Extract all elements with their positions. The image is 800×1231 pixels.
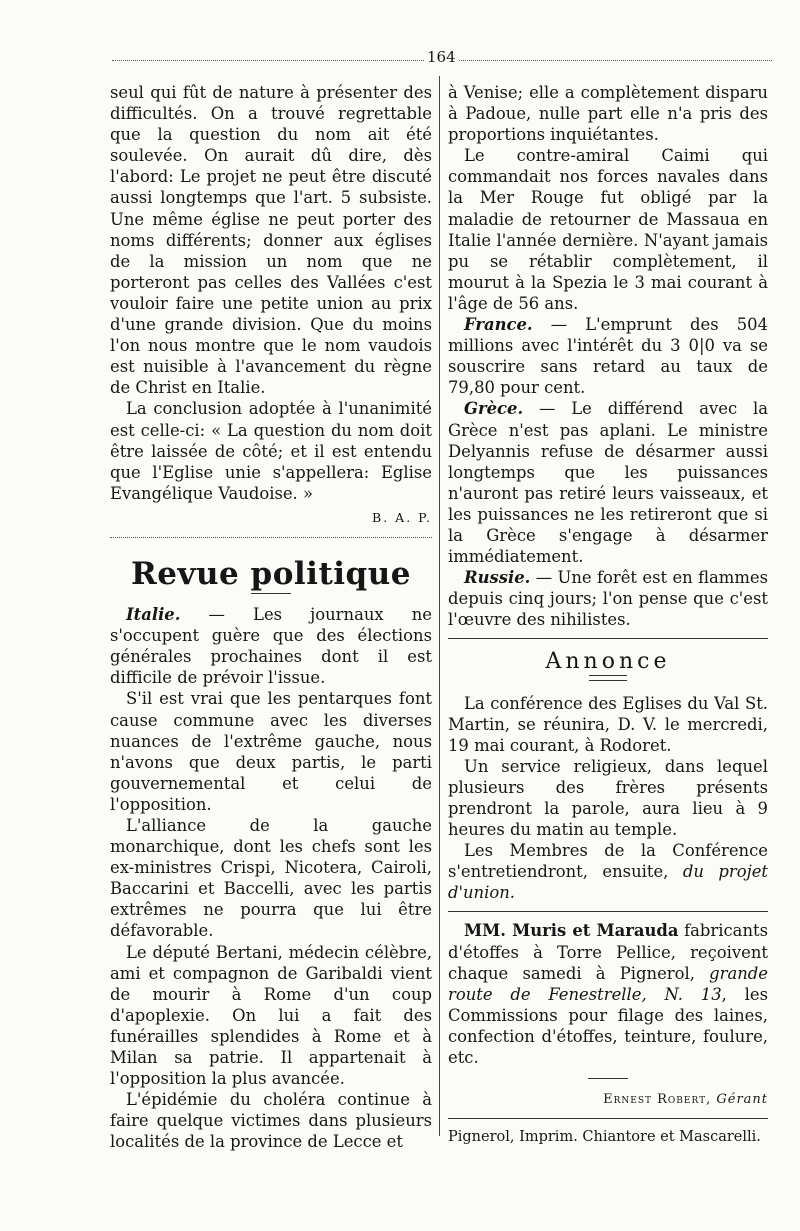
paragraph-alliance: L'alliance de la gauche monarchique, dont les chefs sont les ex-ministres Crispi, Nicotera, Cairoli, Baccarini et Baccelli, avec les partis extrêmes ne pourra que lui être défavorable. (110, 816, 432, 941)
paragraph-membres: Les Membres de la Conférence s'entretiendront, ensuite, du projet d'union. (448, 841, 768, 903)
section-separator (448, 911, 768, 912)
paragraph-cholera: L'épidémie du choléra continue à faire quelque victimes dans plusieurs localités de la province de Lecce et (110, 1090, 432, 1152)
paragraph-venise: à Venise; elle a complètement disparu à Padoue, nulle part elle n'a pris des proportions inquiétantes. (448, 83, 768, 145)
printer-line: Pignerol, Imprim. Chiantore et Mascarelli. (448, 1129, 761, 1146)
paragraph-bertani: Le député Bertani, médecin célèbre, ami et compagnon de Garibaldi vient de mourir à Rome d'un coup d'apoplexie. On lui a fait des funérailles splendides à Rome et à Milan sa patrie. Il appartenait à l'opposition la plus avancée. (110, 942, 432, 1089)
paragraph-italie: Italie. — Les journaux ne s'occupent guère que des élections générales prochaines dont il est difficile de prévoir l'issue. (110, 605, 432, 688)
section-title-revue-politique: Revue politique (131, 555, 411, 592)
paragraph-france: France. — L'emprunt des 504 millions avec l'intérêt du 3 0|0 va se souscrire sans retard au taux de 79,80 pour cent. (448, 315, 768, 398)
right-column (448, 82, 768, 1148)
footer-rule (588, 1078, 628, 1079)
printer-separator (448, 1118, 768, 1119)
article-signature: B. A. P. (372, 509, 432, 525)
merchant-name: MM. Muris et Marauda (464, 921, 679, 941)
title-rule (251, 593, 291, 594)
paragraph-caimi: Le contre-amiral Caimi qui commandait nos forces navales dans la Mer Rouge fut obligé par la maladie de retourner de Massaua en Italie l'année dernière. N'ayant jamais pu se rétablir complètement, il mourut à la Spezia le 3 mai courant à l'âge de 56 ans. (448, 146, 768, 313)
section-title-annonce: Annonce (545, 649, 671, 675)
section-separator (110, 537, 432, 538)
paragraph-pentarques: S'il est vrai que les pentarques font cause commune avec les diverses nuances de l'extrême gauche, nous n'avons que deux partis, le parti gouvernemental et celui de l'opposition. (110, 689, 432, 814)
paragraph-conference: La conférence des Eglises du Val St. Martin, se réunira, D. V. le mercredi, 19 mai courant, à Rodoret. (448, 693, 768, 755)
rubric-grece: Grèce. (464, 399, 524, 419)
rubric-russie: Russie. (464, 568, 531, 588)
paragraph-service: Un service religieux, dans lequel plusieurs des frères présents prendront la parole, aura lieu à 9 heures du matin au temple. (448, 756, 768, 840)
article-continuation: seul qui fût de nature à présenter des difficultés. On a trouvé regrettable que la question du nom ait été soulevée. On aurait dû dire, dès l'abord: Le projet ne peut être discuté aussi longtemps que l'art. 5 subsiste. Une même église ne peut porter des noms différents; donner aux églises de la mission un nom que ne porteront pas celles des Vallées c'est vouloir faire une petite union au prix d'une grande division. Que du moins l'on nous montre que le nom vaudois est nuisible à l'avancement du règne de Christ en Italie. (110, 83, 432, 398)
page-header (112, 46, 772, 70)
section-separator (448, 638, 768, 639)
title-double-rule (589, 675, 627, 681)
rubric-italie: Italie. (126, 605, 181, 625)
rubric-france: France. (464, 315, 533, 335)
merchant-advert: MM. Muris et Marauda fabricants d'étoffes à Torre Pellice, reçoivent chaque samedi à Pignerol, grande route de Fenestrelle, N. 13, les Commissions pour filage des laines, confection d'étoffes, teinture, foulure, etc. (448, 921, 769, 1068)
column-divider (439, 76, 440, 1136)
paragraph-grece: Grèce. — Le différend avec la Grèce n'est pas aplani. Le ministre Delyannis refuse de désarmer aussi longtemps que les puissances n'auront pas retiré leurs vaisseaux, et les puissances ne les retireront que si la Grèce s'engage à désarmer immédiatement. (448, 399, 768, 567)
page-number: 164 (424, 48, 459, 66)
article-conclusion: La conclusion adoptée à l'unanimité est celle-ci: « La question du nom doit être laissée de côté; et il est entendu que l'Eglise unie s'appellera: Eglise Evangélique Vaudoise. » (110, 399, 432, 503)
paragraph-russie: Russie. — Une forêt est en flammes depuis cinq jours; l'on pense que c'est l'œuvre des nihilistes. (448, 568, 768, 630)
gerant-line: Ernest Robert, Gérant (603, 1092, 768, 1108)
left-column (110, 82, 432, 1153)
